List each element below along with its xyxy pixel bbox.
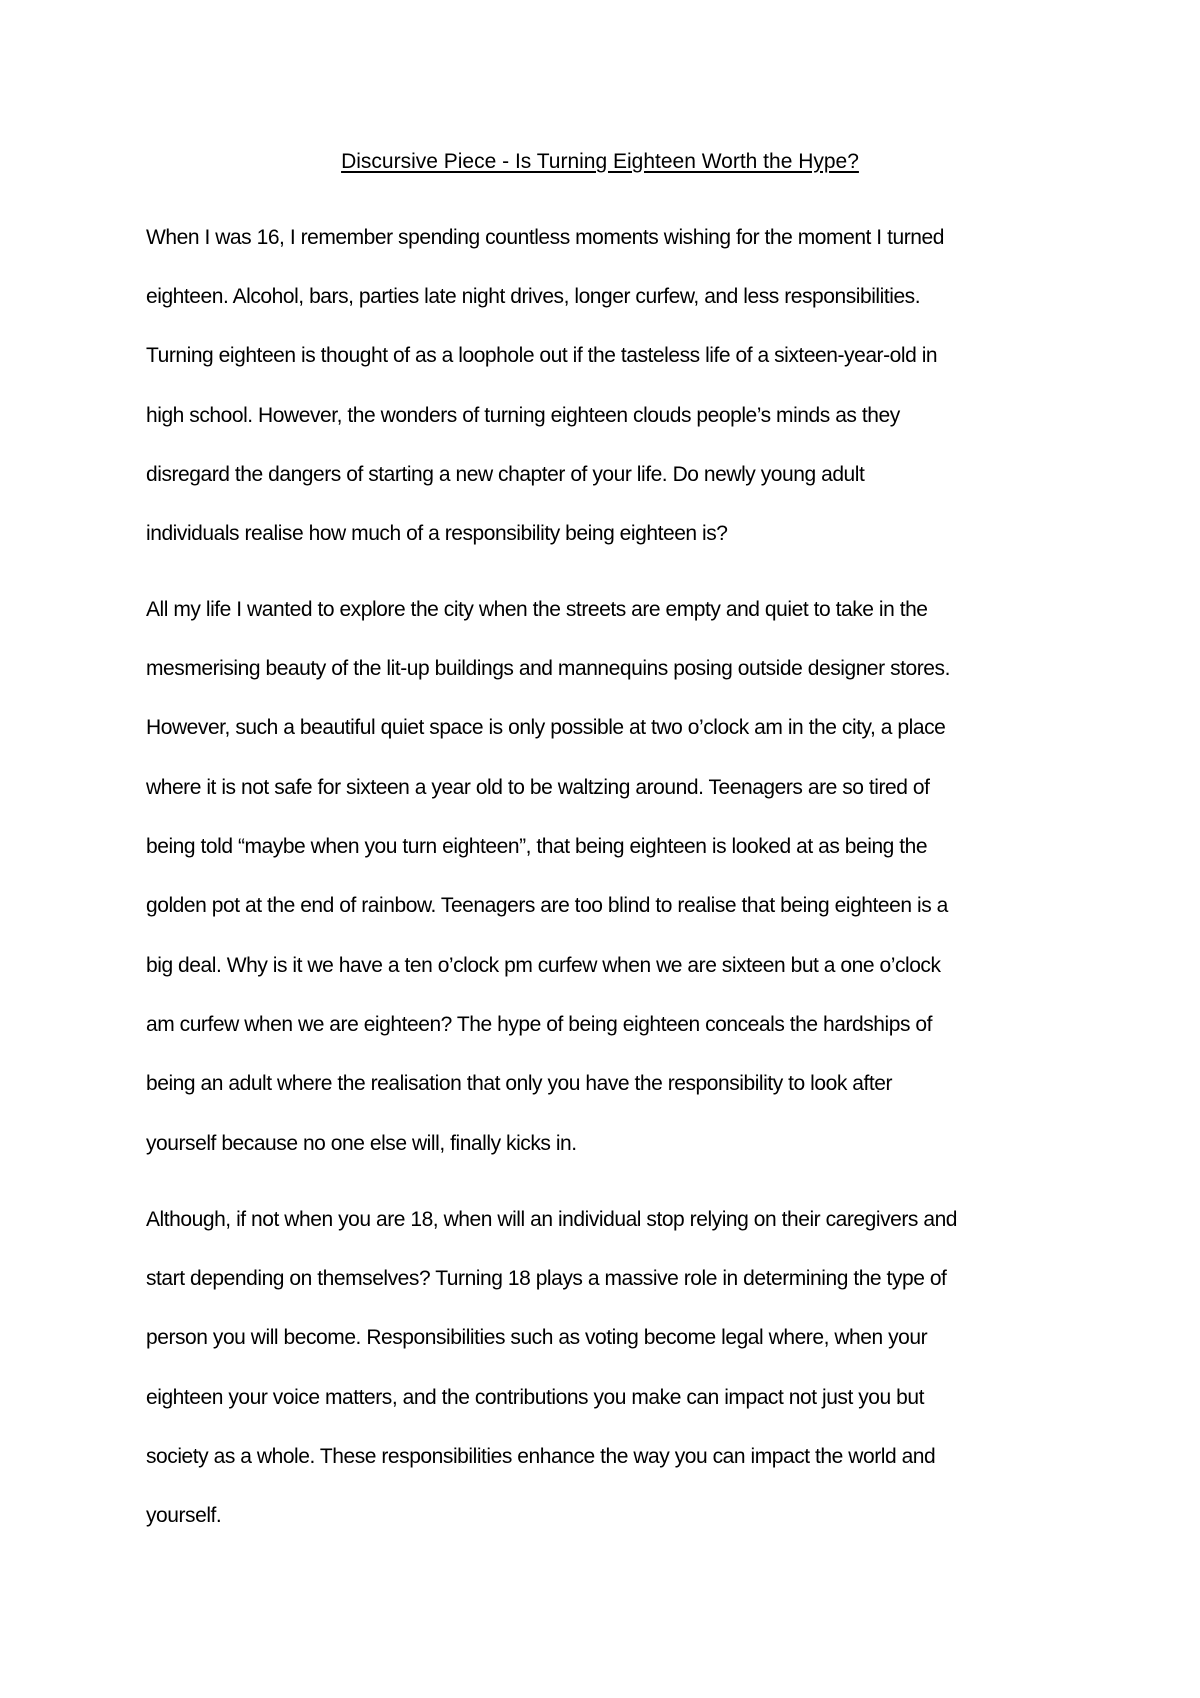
- paragraph-3-line-5: society as a whole. These responsibilities enhance the way you can impact the world and: [146, 1445, 936, 1468]
- paragraph-1-line-6: individuals realise how much of a responsibility being eighteen is?: [146, 522, 728, 545]
- paragraph-3-line-6: yourself.: [146, 1504, 222, 1527]
- paragraph-1-line-4: high school. However, the wonders of turning eighteen clouds people’s minds as they: [146, 404, 900, 427]
- paragraph-2-line-1: All my life I wanted to explore the city when the streets are empty and quiet to take in the: [146, 598, 928, 621]
- paragraph-2-line-6: golden pot at the end of rainbow. Teenagers are too blind to realise that being eighteen is a: [146, 894, 948, 917]
- paragraph-3-line-4: eighteen your voice matters, and the contributions you make can impact not just you but: [146, 1386, 924, 1409]
- paragraph-2-line-3: However, such a beautiful quiet space is only possible at two o’clock am in the city, a place: [146, 716, 946, 739]
- paragraph-2-line-7: big deal. Why is it we have a ten o’clock pm curfew when we are sixteen but a one o’clock: [146, 954, 941, 977]
- paragraph-3-line-2: start depending on themselves? Turning 18 plays a massive role in determining the type of: [146, 1267, 947, 1290]
- paragraph-1-line-3: Turning eighteen is thought of as a loophole out if the tasteless life of a sixteen-year-old in: [146, 344, 938, 367]
- paragraph-2-line-4: where it is not safe for sixteen a year old to be waltzing around. Teenagers are so tired of: [146, 776, 930, 799]
- document-title: Discursive Piece - Is Turning Eighteen Worth the Hype?: [341, 150, 859, 173]
- paragraph-2-line-10: yourself because no one else will, finally kicks in.: [146, 1132, 577, 1155]
- paragraph-3-line-3: person you will become. Responsibilities such as voting become legal where, when your: [146, 1326, 928, 1349]
- paragraph-2-line-2: mesmerising beauty of the lit-up buildings and mannequins posing outside designer stores.: [146, 657, 950, 680]
- paragraph-1-line-2: eighteen. Alcohol, bars, parties late night drives, longer curfew, and less responsibilities.: [146, 285, 921, 308]
- paragraph-2-line-9: being an adult where the realisation that only you have the responsibility to look after: [146, 1072, 893, 1095]
- paragraph-3-line-1: Although, if not when you are 18, when will an individual stop relying on their caregivers and: [146, 1208, 958, 1231]
- paragraph-1-line-5: disregard the dangers of starting a new chapter of your life. Do newly young adult: [146, 463, 865, 486]
- paragraph-2-line-8: am curfew when we are eighteen? The hype of being eighteen conceals the hardships of: [146, 1013, 933, 1036]
- paragraph-1-line-1: When I was 16, I remember spending countless moments wishing for the moment I turned: [146, 226, 944, 249]
- paragraph-2-line-5: being told “maybe when you turn eighteen”, that being eighteen is looked at as being the: [146, 835, 928, 858]
